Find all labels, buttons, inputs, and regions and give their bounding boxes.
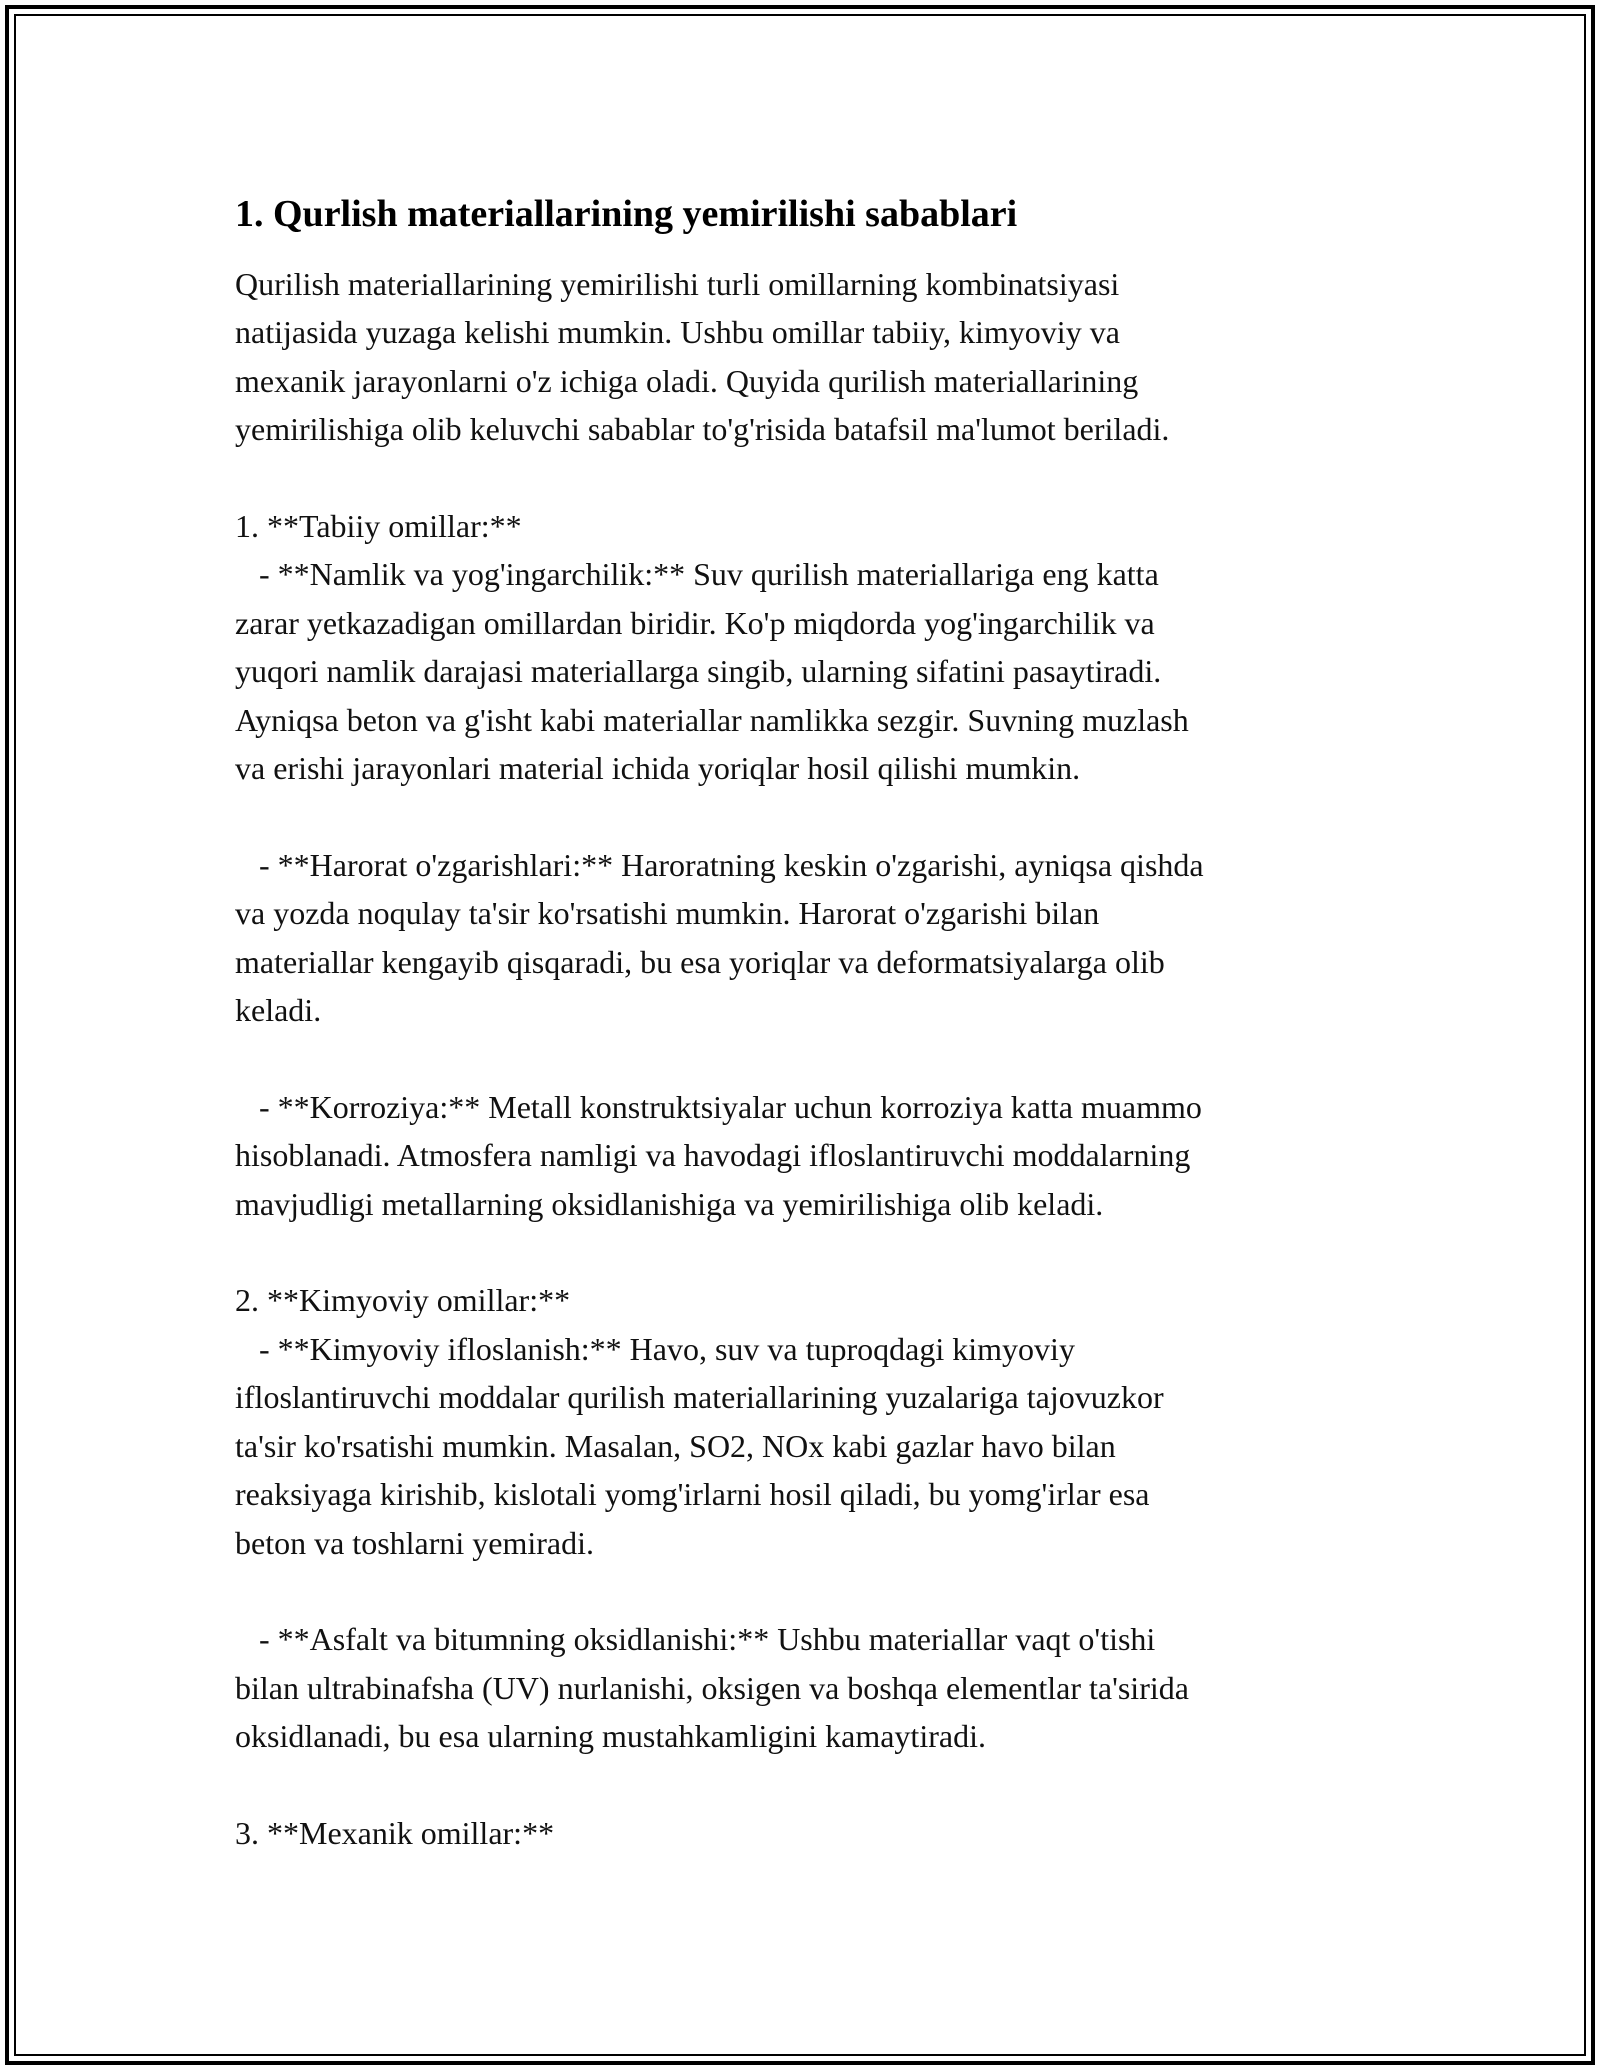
- text-line: natijasida yuzaga kelishi mumkin. Ushbu omillar tabiiy, kimyoviy va: [235, 314, 1120, 351]
- text-line: va yozda noqulay ta'sir ko'rsatishi mumkin. Harorat o'zgarishi bilan: [235, 895, 1100, 932]
- text-line: hisoblanadi. Atmosfera namligi va havodagi ifloslantiruvchi moddalarning: [235, 1137, 1191, 1174]
- text-line: [235, 1761, 1375, 1809]
- text-line: ta'sir ko'rsatishi mumkin. Masalan, SO2, NOx kabi gazlar havo bilan: [235, 1427, 1116, 1464]
- text-line: Ayniqsa beton va g'isht kabi materiallar namlikka sezgir. Suvning muzlash: [235, 701, 1189, 738]
- text-line: va erishi jarayonlari material ichida yoriqlar hosil qilishi mumkin.: [235, 750, 1081, 787]
- text-line: mavjudligi metallarning oksidlanishiga va yemirilishiga olib keladi.: [235, 1185, 1104, 1222]
- text-line: ifloslantiruvchi moddalar qurilish materiallarining yuzalariga tajovuzkor: [235, 1379, 1164, 1416]
- text-line: beton va toshlarni yemiradi.: [235, 1524, 595, 1561]
- text-line: - **Korroziya:** Metall konstruktsiyalar uchun korroziya katta muammo: [235, 1088, 1202, 1125]
- text-line: [235, 1228, 1375, 1276]
- text-line: 2. **Kimyoviy omillar:**: [235, 1282, 571, 1319]
- text-line: reaksiyaga kirishib, kislotali yomg'irlarni hosil qiladi, bu yomg'irlar esa: [235, 1476, 1150, 1513]
- document-body: [235, 260, 1375, 1857]
- text-line: [235, 454, 1375, 502]
- text-line: - **Harorat o'zgarishlari:** Haroratning keskin o'zgarishi, ayniqsa qishda: [235, 846, 1204, 883]
- document-content: [235, 190, 1375, 1857]
- text-line: zarar yetkazadigan omillardan biridir. Ko'p miqdorda yog'ingarchilik va: [235, 604, 1155, 641]
- text-line: yemirilishiga olib keluvchi sabablar to'g'risida batafsil ma'lumot beriladi.: [235, 411, 1170, 448]
- text-line: 3. **Mexanik omillar:**: [235, 1814, 555, 1851]
- text-line: [235, 1567, 1375, 1615]
- document-title: 1. Qurlish materiallarining yemirilishi sabablari: [235, 193, 1018, 235]
- text-line: 1. **Tabiiy omillar:**: [235, 508, 522, 545]
- text-line: mexanik jarayonlarni o'z ichiga oladi. Quyida qurilish materiallarining: [235, 362, 1139, 399]
- text-line: [235, 1034, 1375, 1082]
- text-line: [235, 792, 1375, 840]
- text-line: - **Namlik va yog'ingarchilik:** Suv qurilish materiallariga eng katta: [235, 556, 1159, 593]
- text-line: bilan ultrabinafsha (UV) nurlanishi, oksigen va boshqa elementlar ta'sirida: [235, 1669, 1189, 1706]
- text-line: - **Asfalt va bitumning oksidlanishi:** Ushbu materiallar vaqt o'tishi: [235, 1621, 1156, 1658]
- text-line: oksidlanadi, bu esa ularning mustahkamligini kamaytiradi.: [235, 1718, 986, 1755]
- text-line: yuqori namlik darajasi materiallarga singib, ularning sifatini pasaytiradi.: [235, 653, 1162, 690]
- text-line: Qurilish materiallarining yemirilishi turli omillarning kombinatsiyasi: [235, 266, 1120, 302]
- text-line: - **Kimyoviy ifloslanish:** Havo, suv va tuproqdagi kimyoviy: [235, 1330, 1075, 1367]
- text-line: keladi.: [235, 992, 322, 1029]
- text-line: materiallar kengayib qisqaradi, bu esa yoriqlar va deformatsiyalarga olib: [235, 943, 1165, 980]
